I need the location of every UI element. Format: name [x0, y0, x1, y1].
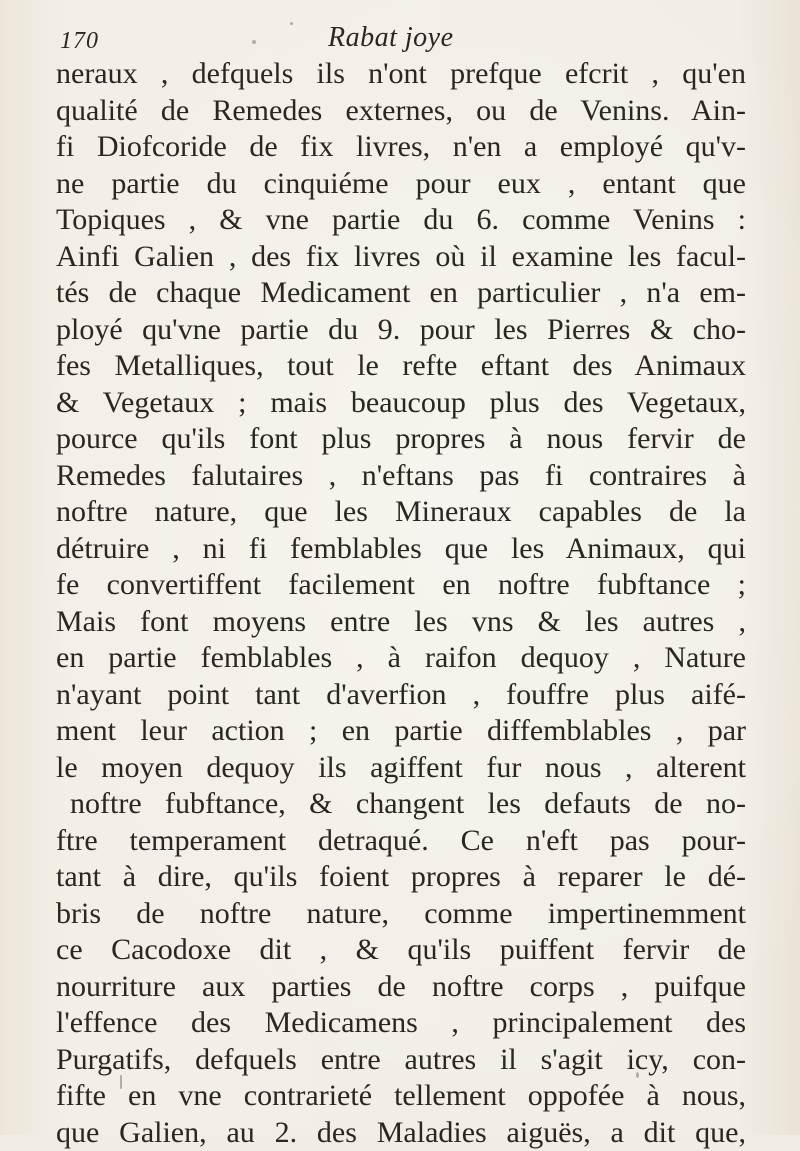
paper-speck	[636, 1072, 639, 1078]
text-line: Ainfi Galien , des fix livres où il examine les facul-	[56, 239, 746, 276]
text-line: détruire , ni fi femblables que les Animaux, qui	[56, 531, 746, 568]
text-line: que Galien, au 2. des Maladies aiguës, a dit que,	[56, 1115, 746, 1151]
text-line: fifte en vne contrarieté tellement oppofée à nous,	[56, 1078, 746, 1115]
text-line: ployé qu'vne partie du 9. pour les Pierres & cho-	[56, 312, 746, 349]
text-line: pource qu'ils font plus propres à nous fervir de	[56, 421, 746, 458]
body-text	[56, 56, 746, 1151]
text-line: l'effence des Medicamens , principalement des	[56, 1005, 746, 1042]
text-line: fes Metalliques, tout le refte eftant des Animaux	[56, 348, 746, 385]
text-line: en partie femblables , à raifon dequoy , Nature	[56, 640, 746, 677]
text-line: le moyen dequoy ils agiffent fur nous , alterent	[56, 750, 746, 787]
paper-speck	[290, 22, 293, 25]
text-line: neraux , defquels ils n'ont prefque efcrit , qu'en	[56, 56, 746, 93]
running-head: Rabat joye	[328, 22, 454, 54]
text-line: noftre fubftance, & changent les defauts de no-	[56, 786, 746, 823]
text-line: tant à dire, qu'ils foient propres à reparer le dé-	[56, 859, 746, 896]
text-line: Purgatifs, defquels entre autres il s'agit icy, con-	[56, 1042, 746, 1079]
text-line: ment leur action ; en partie diffemblables , par	[56, 713, 746, 750]
text-line: nourriture aux parties de noftre corps , puifque	[56, 969, 746, 1006]
text-line: ftre temperament detraqué. Ce n'eft pas pour-	[56, 823, 746, 860]
text-line: Topiques , & vne partie du 6. comme Venins :	[56, 202, 746, 239]
text-line: n'ayant point tant d'averfion , fouffre plus aifé-	[56, 677, 746, 714]
text-line: fe convertiffent facilement en noftre fubftance ;	[56, 567, 746, 604]
text-line: noftre nature, que les Mineraux capables de la	[56, 494, 746, 531]
text-line: Mais font moyens entre les vns & les autres ,	[56, 604, 746, 641]
text-line: & Vegetaux ; mais beaucoup plus des Vegetaux,	[56, 385, 746, 422]
paper-speck	[120, 1075, 122, 1089]
text-line: tés de chaque Medicament en particulier , n'a em-	[56, 275, 746, 312]
text-line: bris de noftre nature, comme impertinemment	[56, 896, 746, 933]
text-line: Remedes falutaires , n'eftans pas fi contraires à	[56, 458, 746, 495]
text-line: fi Diofcoride de fix livres, n'en a employé qu'v-	[56, 129, 746, 166]
text-line: qualité de Remedes externes, ou de Venins. Ain-	[56, 93, 746, 130]
text-line: ne partie du cinquiéme pour eux , entant que	[56, 166, 746, 203]
page-number: 170	[60, 28, 99, 55]
paper-speck	[252, 40, 256, 44]
text-line: ce Cacodoxe dit , & qu'ils puiffent fervir de	[56, 932, 746, 969]
